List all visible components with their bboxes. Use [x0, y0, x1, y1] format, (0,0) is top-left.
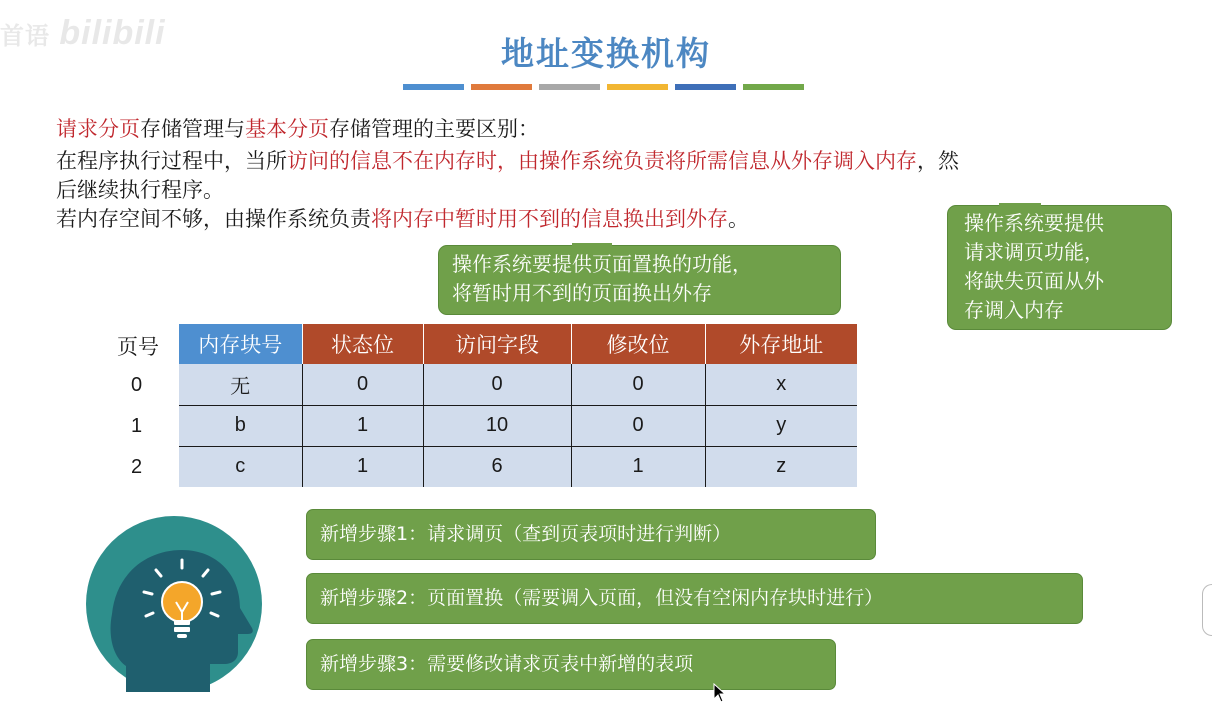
- header-access-field: 访问字段: [423, 324, 571, 364]
- table-cell: 6: [423, 446, 571, 487]
- table-row: [179, 364, 857, 405]
- callout-line: 存调入内存: [964, 298, 1064, 322]
- color-segment: [471, 84, 532, 90]
- header-modify-bit: 修改位: [571, 324, 705, 364]
- paragraph-line-2: [56, 145, 959, 177]
- page-number-label: 页号: [117, 335, 159, 359]
- color-segment: [539, 84, 600, 90]
- step-2-page-replacement: 新增步骤2：页面置换（需要调入页面，但没有空闲内存块时进行）: [306, 573, 1083, 624]
- page-table: [179, 324, 857, 487]
- header-external-address: 外存地址: [705, 324, 857, 364]
- header-status-bit: 状态位: [302, 324, 423, 364]
- callout-line: 操作系统要提供页面置换的功能，: [452, 252, 752, 276]
- color-segment: [675, 84, 736, 90]
- callout-line: 将缺失页面从外: [964, 269, 1104, 293]
- callout-page-replacement: [438, 245, 841, 315]
- idea-head-icon: [86, 516, 262, 692]
- table-cell: c: [179, 446, 302, 487]
- callout-line: 请求调页功能，: [964, 240, 1104, 264]
- color-segment: [403, 84, 464, 90]
- table-cell: 0: [302, 364, 423, 405]
- callout-line: 操作系统要提供: [964, 211, 1104, 235]
- text: 存储管理与: [140, 117, 245, 141]
- callout-request-paging: [947, 205, 1172, 330]
- table-cell: 0: [423, 364, 571, 405]
- paragraph-line-1: [56, 113, 539, 145]
- side-panel-handle[interactable]: [1202, 584, 1212, 636]
- color-segment: [607, 84, 668, 90]
- page-number: 1: [131, 415, 143, 437]
- slide-title: 地址变换机构: [501, 34, 711, 73]
- text-emphasis: 请求分页: [56, 117, 140, 141]
- table-cell: 1: [571, 446, 705, 487]
- text: 存储管理的主要区别：: [329, 117, 539, 141]
- table-cell: 0: [571, 364, 705, 405]
- text-emphasis: 基本分页: [245, 117, 329, 141]
- table-cell: 1: [302, 446, 423, 487]
- callout-line: 将暂时用不到的页面换出外存: [452, 281, 712, 305]
- table-row: [179, 446, 857, 487]
- paragraph-line-4: [56, 203, 749, 235]
- table-cell: 无: [179, 364, 302, 405]
- table-cell: x: [705, 364, 857, 405]
- page-number: 2: [131, 456, 143, 478]
- text: 若内存空间不够，由操作系统负责: [56, 207, 371, 231]
- step-1-request-paging: 新增步骤1：请求调页（查到页表项时进行判断）: [306, 509, 876, 560]
- text: 。: [728, 207, 749, 231]
- table-cell: 1: [302, 405, 423, 446]
- header-block-number: 内存块号: [179, 324, 302, 364]
- text-emphasis: 将内存中暂时用不到的信息换出到外存: [371, 207, 728, 231]
- table-cell: b: [179, 405, 302, 446]
- table-cell: y: [705, 405, 857, 446]
- text: ，然: [917, 149, 959, 173]
- table-cell: 10: [423, 405, 571, 446]
- text: 在程序执行过程中，当所: [56, 149, 287, 173]
- text-emphasis: 访问的信息不在内存时，由操作系统负责将所需信息从外存调入内存: [287, 149, 917, 173]
- callout-tail-joint: [572, 243, 612, 247]
- table-cell: 0: [571, 405, 705, 446]
- step-3-update-page-table: 新增步骤3：需要修改请求页表中新增的表项: [306, 639, 836, 690]
- page-number: 0: [131, 374, 143, 396]
- table-header-row: [179, 324, 857, 364]
- title-color-bar: [403, 84, 804, 90]
- table-row: [179, 405, 857, 446]
- color-segment: [743, 84, 804, 90]
- paragraph-line-3: 后继续执行程序。: [56, 178, 224, 202]
- watermark-prefix: 首语: [0, 22, 50, 50]
- bilibili-logo: bilibili: [59, 14, 166, 52]
- table-cell: z: [705, 446, 857, 487]
- mouse-cursor-icon: [713, 683, 727, 703]
- callout-tail-joint: [999, 203, 1041, 207]
